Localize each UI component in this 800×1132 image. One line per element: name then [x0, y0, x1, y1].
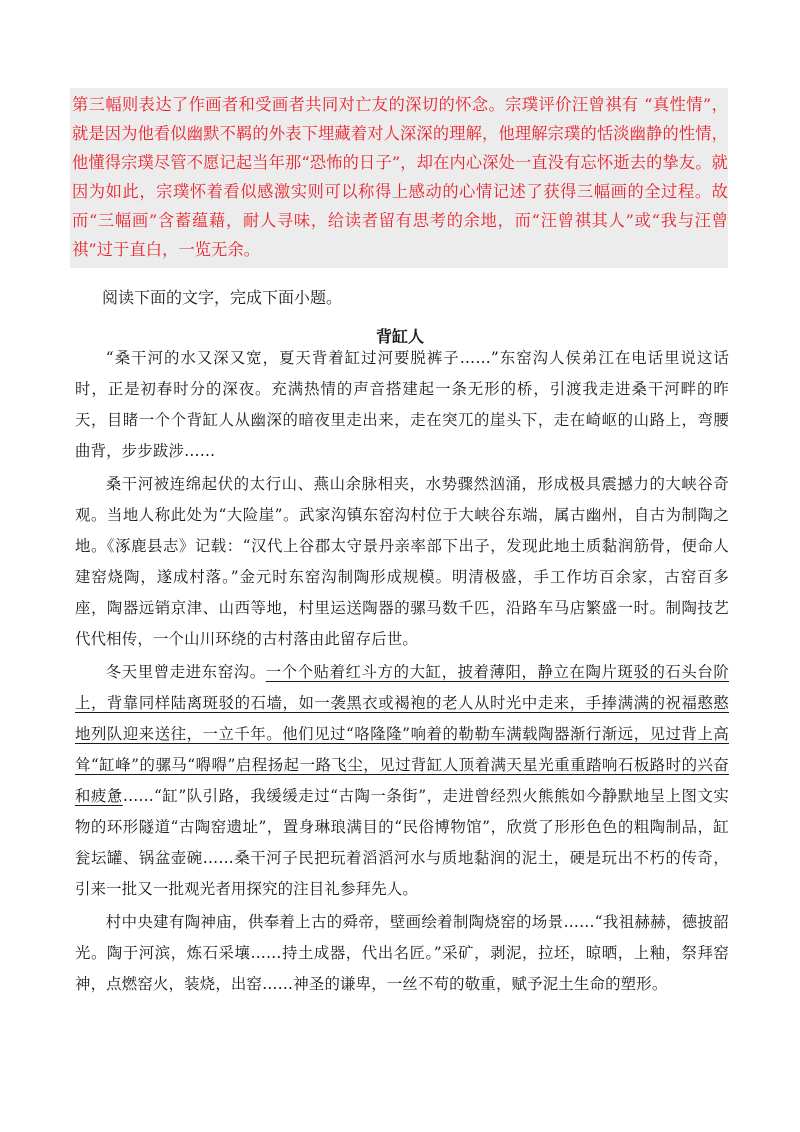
paragraph-4: 村中央建有陶神庙，供奉着上古的舜帝，壁画绘着制陶烧窑的场景……“我祖赫赫，德披韶光。陶于河滨，炼石采壤……持土成器，代出名匠。”采矿，剥泥，拉坯，晾晒，上釉，祭拜窑神，点燃窑火，装烧，出窑……神圣的谦卑，一丝不苟的敬重，赋予泥土生命的塑形。 — [75, 913, 729, 993]
paragraph-3-rest: ……“缸”队引路，我缓缓走过“古陶一条街”，走进曾经烈火熊熊如今静默地呈上图文实物的环形隧道“古陶窑遗址”，置身琳琅满目的“民俗博物馆”，欣赏了形形色色的粗陶制品，缸瓮坛罐、锅盆壶碗……桑干河子民把玩着滔滔河水与质地黏润的泥土，硬是玩出不朽的传奇，引来一批又一批观光者用探究的注目礼参拜先人。 — [75, 787, 729, 898]
paragraph-3 — [75, 657, 729, 905]
article-body — [75, 343, 729, 1002]
answer-text: 第三幅则表达了作画者和受画者共同对亡友的深切的怀念。宗璞评价汪曾祺有 “真性情”，就是因为他看似幽默不羁的外表下埋藏着对人深深的理解，他理解宗璞的恬淡幽静的性情，他懂得宗璞尽管不愿记起当年那“恐怖的日子”，却在内心深处一直没有忘怀逝去的挚友。就因为如此，宗璞怀着看似感激实则可以称得上感动的心情记述了获得三幅画的全过程。故而“三幅画”含蓄蕴藉，耐人寻味，给读者留有思考的余地，而“汪曾祺其人”或“我与汪曾祺”过于直白，一览无余。 — [72, 95, 728, 259]
paragraph-2: 桑干河被连绵起伏的太行山、燕山余脉相夹，水势骤然汹涌，形成极具震撼力的大峡谷奇观。当地人称此处为“大险崖”。武家沟镇东窑沟村位于大峡谷东端，属古幽州，自古为制陶之地。《涿鹿县志》记载：“汉代上谷郡太守景丹亲率部下出子，发现此地土质黏润筋骨，便命人建窑烧陶，遂成村落。”金元时东窑沟制陶形成规模。明清极盛，手工作坊百余家，古窑百多座，陶器远销京津、山西等地，村里运送陶器的骡马数千匹，沿路车马店繁盛一时。制陶技艺代代相传，一个山川环绕的古村落由此留存后世。 — [75, 475, 729, 648]
paragraph-3-lead: 冬天里曾走进东窑沟。 — [105, 663, 266, 681]
paragraph-1: “桑干河的水又深又宽，夏天背着缸过河要脱裤子……”东窑沟人侯弟江在电话里说这话时，正是初春时分的深夜。充满热情的声音搭建起一条无形的桥，引渡我走进桑干河畔的昨天，目睹一个个背缸人从幽深的暗夜里走出来，走在突兀的崖头下，走在崎岖的山路上，弯腰曲背，步步跋涉…… — [75, 349, 729, 460]
reading-instruction: 阅读下面的文字，完成下面小题。 — [102, 288, 343, 307]
underlined-passage: 一个个贴着红斗方的大缸，披着薄阳，静立在陶片斑驳的石头台阶上，背靠同样陆离斑驳的石墙，如一袭黑衣或褐袍的老人从时光中走来，手捧满满的祝福憨憨地列队迎来送往，一立千年。他们见过“咯隆隆”响着的勒勒车满载陶器渐行渐远，见过背上高耸“缸峰”的骡马“嘚嘚”启程扬起一路飞尘，见过背缸人顶着满天星光重重踏响石板路时的兴奋和疲惫 — [75, 663, 729, 805]
article-title: 背缸人 — [375, 327, 424, 346]
answer-analysis-box — [70, 88, 728, 268]
